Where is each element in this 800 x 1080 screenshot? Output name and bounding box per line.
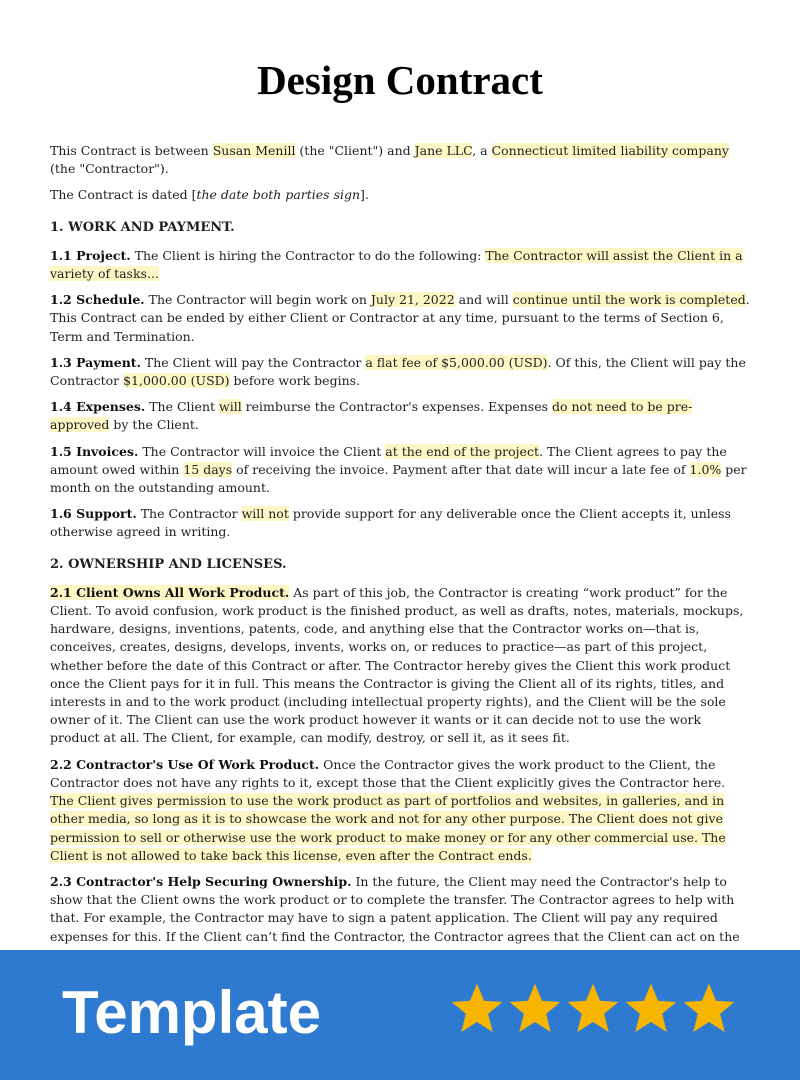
intro-paragraph: This Contract is between Susan Menill (the "Client") and Jane LLC, a Connecticut limited liability company (the "Contractor").	[50, 143, 729, 177]
clause-1-1: 1.1 Project. The Client is hiring the Contractor to do the following: The Contractor will assist the Client in a variety of tasks...	[50, 247, 743, 282]
clause-1-5: 1.5 Invoices. The Contractor will invoice the Client at the end of the project. The Client agrees to pay the amount owed within 15 days of receiving the invoice. Payment after that date will incur a late fee of 1.0% per month on the outstanding amount.	[50, 443, 747, 496]
clause-1-2: 1.2 Schedule. The Contractor will begin work on July 21, 2022 and will continue until the work is completed. This Contract can be ended by either Client or Contractor at any time, pursuant to the terms of Section 6, Term and Termination.	[50, 292, 750, 344]
date-placeholder: the date both parties sign	[196, 187, 361, 203]
support-field: will not	[241, 506, 289, 522]
dated-paragraph: The Contract is dated [the date both parties sign].	[50, 187, 369, 203]
clause-1-3: 1.3 Payment. The Client will pay the Contractor a flat fee of $5,000.00 (USD). Of this, the Client will pay the Contractor $1,000.00 (USD) before work begins.	[50, 354, 746, 389]
star-icon	[680, 980, 738, 1038]
license-terms-field: The Client gives permission to use the work product as part of portfolios and websites, in galleries, and in other media, so long as it is to showcase the work and not for any other purpose. The Client does not give permission to sell or otherwise use the work product to make money or for any other commercial use. The Client is not allowed to take back this license, even after the Contract ends.	[50, 793, 726, 863]
clause-2-2: 2.2 Contractor's Use Of Work Product. Once the Contractor gives the work product to the Client, the Contractor does not have any rights to it, except those that the Client explicitly gives the Contractor here. The Client gives permission to use the work product as part of portfolios and websites, in galleries, and in other media, so long as it is to showcase the work and not for any other purpose. The Client does not give permission to sell or otherwise use the work product to make money or for any other commercial use. The Client is not allowed to take back this license, even after the Contract ends.	[50, 756, 726, 863]
document-title: Design Contract	[257, 57, 543, 103]
star-icon	[448, 980, 506, 1038]
fee-field: a flat fee of $5,000.00 (USD)	[365, 354, 548, 370]
section-heading-ownership: 2. OWNERSHIP AND LICENSES.	[50, 556, 287, 572]
payment-terms-field: 15 days	[183, 461, 233, 477]
document-body	[0, 104, 800, 982]
clause-2-3: 2.3 Contractor's Help Securing Ownership. In the future, the Client may need the Contractor's help to show that the Client owns the work product or to complete the transfer. The Contractor agrees to help with that. For example, the Contractor may have to sign a patent application. The Client will pay any required expenses for this. If the Client can’t find the Contractor, the Contractor agrees that the Client can act on the	[50, 873, 740, 944]
reimburse-field: will	[219, 399, 242, 415]
clause-2-1: 2.1 Client Owns All Work Product. As part of this job, the Contractor is creating “work product” for the Client. To avoid confusion, work product is the finished product, as well as drafts, notes, materials, mockups, hardware, designs, inventions, patents, code, and anything else that the Contractor works on—that is, conceives, creates, designs, develops, invents, works on, or reduces to practice—as part of this project, whether before the date of this Contract or after. The Contractor hereby gives the Client this work product once the Client pays for it in full. This means the Contractor is giving the Client all of its rights, titles, and interests in and to the work product (including intellectual property rights), and the Client will be the sole owner of it. The Client can use the work product however it wants or it can decide not to use the work product at all. The Client, for example, can modify, destroy, or sell it, as it sees fit.	[50, 584, 744, 746]
section-heading-work-payment: 1. WORK AND PAYMENT.	[50, 219, 235, 235]
end-condition-field: continue until the work is completed	[512, 292, 746, 308]
start-date-field: July 21, 2022	[370, 292, 455, 308]
preapproval-field: do not need to be pre-approved	[50, 399, 693, 433]
late-fee-field: 1.0%	[689, 461, 722, 477]
rating-stars	[448, 980, 738, 1040]
deposit-field: $1,000.00 (USD)	[123, 373, 230, 389]
contractor-type-field: Connecticut limited liability company	[491, 143, 729, 158]
star-icon	[564, 980, 622, 1038]
star-icon	[506, 980, 564, 1038]
contractor-name-field: Jane LLC	[414, 143, 473, 158]
clause-2-1-label: 2.1 Client Owns All Work Product.	[50, 584, 290, 600]
client-name-field: Susan Menill	[212, 143, 296, 158]
star-icon	[622, 980, 680, 1038]
clause-1-6: 1.6 Support. The Contractor will not provide support for any deliverable once the Client accepts it, unless otherwise agreed in writing.	[50, 506, 731, 540]
template-label: Template	[62, 979, 321, 1046]
project-description-field: The Contractor will assist the Client in a variety of tasks...	[50, 247, 743, 282]
clause-1-4: 1.4 Expenses. The Client will reimburse the Contractor's expenses. Expenses do not need to be pre-approved by the Client.	[50, 399, 693, 433]
invoice-timing-field: at the end of the project	[385, 443, 539, 459]
